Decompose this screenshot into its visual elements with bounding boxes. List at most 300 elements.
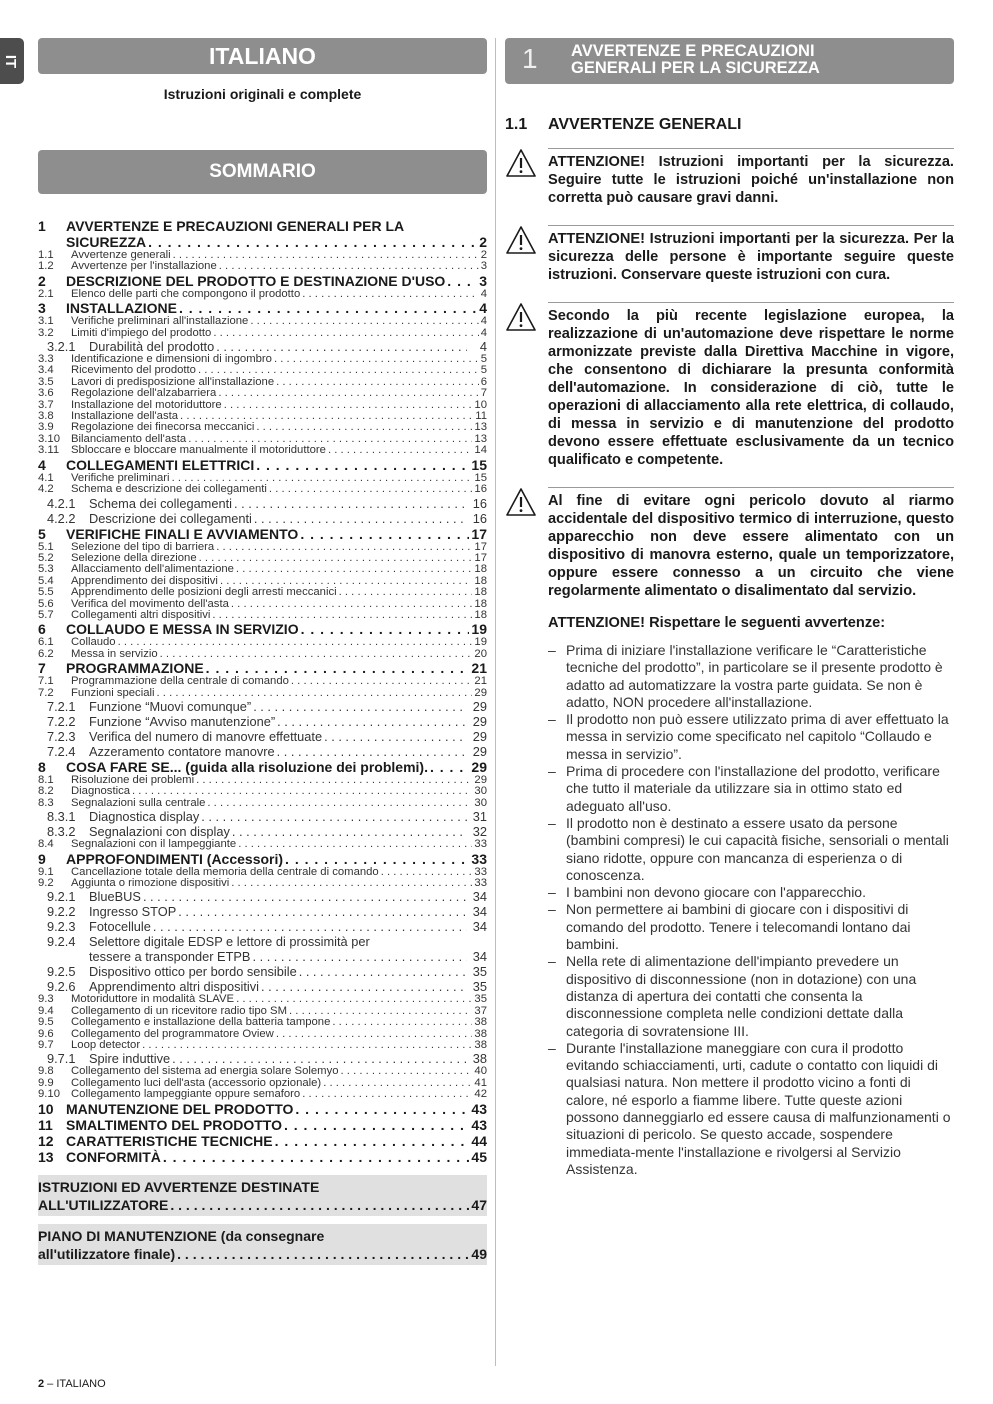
subsection-number: 1.1 <box>505 116 528 133</box>
toc-entry[interactable] <box>38 511 487 526</box>
warnings-list <box>505 148 954 600</box>
warning-icon <box>505 487 537 517</box>
toc-title: Risoluzione dei problemi <box>71 773 195 786</box>
toc-entry[interactable] <box>38 1040 487 1051</box>
toc-page: 17 <box>474 540 487 553</box>
toc-number: 8.3.2 <box>47 824 76 840</box>
toc-title: Regolazione dell'alzabarriera <box>71 387 217 400</box>
toc-page: 29 <box>471 758 487 775</box>
toc-number: 8.1 <box>38 773 54 786</box>
toc-page: 7 <box>480 387 487 400</box>
toc-number: 8.3.1 <box>47 809 76 825</box>
toc-leader <box>285 851 469 867</box>
page-number: 2 <box>38 1378 45 1390</box>
toc-leader <box>201 809 467 824</box>
bullet-item: – I bambini non devono giocare con l'apparecchio. <box>548 884 954 901</box>
toc-page: 43 <box>471 1116 487 1133</box>
toc-page: 21 <box>474 675 487 688</box>
toc-page: 31 <box>472 809 487 825</box>
toc-number: 9.2.5 <box>47 964 76 980</box>
toc-number: 9.2.2 <box>47 904 76 920</box>
toc-entry[interactable] <box>38 1101 487 1117</box>
toc-title: Fotocellule <box>89 919 151 935</box>
toc-page: 30 <box>474 796 487 809</box>
toc-entry[interactable] <box>38 934 487 949</box>
toc-entry[interactable] <box>38 964 487 979</box>
toc-leader <box>163 1149 470 1165</box>
toc-entry[interactable] <box>38 919 487 934</box>
bullet-item: – Nella rete di alimentazione dell'impianto prevedere un dispositivo di disconnessione (non in dotazione) con una distanza di apertura dei contatti che consenta la disconnessione completa nelle condizioni dettate dalla categoria di sovratensione III. <box>548 953 954 1039</box>
toc-page: 38 <box>472 1051 487 1067</box>
toc-page: 29 <box>474 686 487 699</box>
toc-page: 32 <box>472 824 487 840</box>
toc-title: Funzione “Avviso manutenzione” <box>89 713 276 729</box>
toc-title: VERIFICHE FINALI E AVVIAMENTO <box>66 525 299 542</box>
toc-number: 5 <box>38 525 46 542</box>
toc-number: 7.2 <box>38 686 54 699</box>
toc-title: AVVERTENZE E PRECAUZIONI GENERALI PER LA <box>66 218 405 234</box>
toc-leader <box>199 553 473 564</box>
toc-entry[interactable] <box>38 699 487 714</box>
toc-title: Programmazione della centrale di comando <box>71 675 289 688</box>
toc-number: 7 <box>38 660 46 677</box>
toc-page: 4 <box>479 300 487 317</box>
toc-title: Elenco delle parti che compongono il prodotto <box>71 287 301 300</box>
toc-number: 10 <box>38 1100 54 1117</box>
toc-number: 1 <box>38 218 46 234</box>
toc-leader <box>302 1089 472 1100</box>
toc-number: 9.8 <box>38 1065 54 1078</box>
toc-entry[interactable] <box>38 300 487 316</box>
toc-number: 9.2 <box>38 877 54 889</box>
toc-title: Cancellazione totale della memoria della centrale di comando <box>71 865 379 878</box>
toc-entry[interactable] <box>38 328 487 339</box>
toc-page: 19 <box>471 621 487 638</box>
toc-title: Installazione dell'asta <box>71 410 179 423</box>
toc-title: Motoriduttore in modalità SLAVE <box>71 993 235 1006</box>
toc-page: 33 <box>471 850 487 867</box>
toc-title: Collegamento lampeggiante oppure semaforo <box>71 1088 301 1101</box>
toc-page: 38 <box>474 1027 487 1040</box>
toc-page: 16 <box>474 483 487 496</box>
toc-leader <box>153 919 467 934</box>
toc-box-maintenance-plan[interactable] <box>38 1224 487 1265</box>
toc-entry[interactable] <box>38 889 487 904</box>
warning-text: ATTENZIONE! Istruzioni importanti per la sicurezza. Per la sicurezza delle persone è importante seguire queste istruzioni. Conservare queste istruzioni con cura. <box>548 225 954 284</box>
subsection-header <box>505 116 954 134</box>
toc-title: Avvertenze per l'installazione <box>71 260 217 273</box>
toc-page: 33 <box>474 865 487 878</box>
toc-number: 7.2.4 <box>47 743 76 759</box>
toc-leader <box>301 621 470 637</box>
toc-entry[interactable] <box>38 798 487 809</box>
toc-page: 35 <box>472 979 487 995</box>
toc-number: 7.2.1 <box>47 698 76 714</box>
toc-number: 7.1 <box>38 675 54 688</box>
toc-title: Identificazione e dimensioni di ingombro <box>71 353 272 366</box>
toc-leader <box>179 300 477 316</box>
toc-leader <box>160 649 473 660</box>
toc-title: Apprendimento dei dispositivi <box>71 574 218 587</box>
toc-title: Funzione “Muovi comunque” <box>89 698 252 714</box>
warning-icon <box>505 225 537 255</box>
toc-page: 18 <box>474 597 487 610</box>
toc-leader <box>332 1017 472 1028</box>
warning-text: Al fine di evitare ogni pericolo dovuto al riarmo accidentale del dispositivo termico di interruzione, questo apparecchio non deve essere alimentato con un dispositivo di manovra esterno, quale un temporizzatore, oppure essere connesso a un circuito che viene regolarmente alimentato o disalimentato dal servizio. <box>548 487 954 600</box>
toc-entry[interactable] <box>38 261 487 272</box>
toc-leader <box>212 610 472 621</box>
toc-entry[interactable] <box>38 878 487 889</box>
toc-title: SMALTIMENTO DEL PRODOTTO <box>66 1116 282 1133</box>
toc-number: 5.4 <box>38 574 54 587</box>
warning-block <box>505 302 954 469</box>
toc-entry[interactable] <box>38 388 487 399</box>
toc-entry[interactable] <box>38 824 487 839</box>
toc-page: 35 <box>474 993 487 1006</box>
toc-page: 43 <box>471 1100 487 1117</box>
toc-leader <box>284 1117 469 1133</box>
section-header <box>505 38 954 84</box>
toc-title: Collegamenti altri dispositivi <box>71 608 211 621</box>
section-title <box>571 43 820 77</box>
toc-title: Selettore digitale EDSP e lettore di prossimità per <box>89 934 370 950</box>
toc-entry[interactable] <box>38 1089 487 1100</box>
toc-page: 42 <box>474 1088 487 1101</box>
bullet-item: – Il prodotto non può essere utilizzato prima di aver effettuato la messa in servizio come specificato nel capitolo “Collaudo e messa in servizio”. <box>548 711 954 763</box>
toc-entry[interactable] <box>38 1149 487 1165</box>
toc-entry[interactable] <box>38 1051 487 1066</box>
toc-number: 7.2.2 <box>47 713 76 729</box>
sommario-header: SOMMARIO <box>38 150 487 194</box>
toc-page: 15 <box>474 471 487 484</box>
toc-title: Segnalazioni con display <box>89 824 230 840</box>
toc-entry[interactable] <box>38 496 487 511</box>
toc-entry[interactable] <box>38 1133 487 1149</box>
toc-leader <box>295 1101 469 1117</box>
toc-number: 9.6 <box>38 1027 54 1040</box>
toc-number: 3.3 <box>38 353 54 366</box>
toc-number: 5.5 <box>38 586 54 599</box>
toc-leader <box>253 699 467 714</box>
toc-number: 8.4 <box>38 838 54 851</box>
toc-title: APPROFONDIMENTI (Accessori) <box>66 850 284 867</box>
toc-title: Sbloccare e bloccare manualmente il motoriduttore <box>71 444 326 457</box>
toc-leader <box>178 904 467 919</box>
toc-entry[interactable] <box>38 587 487 598</box>
toc-entry[interactable] <box>38 289 487 300</box>
toc-leader <box>250 316 478 327</box>
toc-title: Collegamento luci dell'asta (accessorio opzionale) <box>71 1076 322 1089</box>
toc-number: 5.1 <box>38 540 54 553</box>
toc-page: 17 <box>474 551 487 564</box>
toc-number: 12 <box>38 1132 54 1149</box>
toc-leader <box>275 1133 470 1149</box>
toc-number: 4.2.1 <box>47 495 76 511</box>
toc-page: 16 <box>472 510 487 526</box>
toc-number: 9.2.6 <box>47 979 76 995</box>
toc-leader <box>276 1029 473 1040</box>
warning-block <box>505 148 954 207</box>
toc-number: 4.2 <box>38 483 54 496</box>
subtitle: Istruzioni originali e complete <box>163 86 362 102</box>
toc-title: Collaudo <box>71 636 116 649</box>
toc-number: 4 <box>38 456 46 473</box>
toc-title: Apprendimento altri dispositivi <box>89 979 259 995</box>
toc-number: 3.5 <box>38 375 54 388</box>
toc-page: 38 <box>474 1039 487 1052</box>
toc-title: Verifiche preliminari <box>71 471 170 484</box>
toc-leader <box>170 1196 469 1214</box>
toc-leader <box>339 587 473 598</box>
toc-leader <box>118 637 473 648</box>
warning-block <box>505 225 954 284</box>
bullet-item: – Prima di iniziare l'installazione verificare le “Caratteristiche tecniche del prodotto”, in particolare se il presente prodotto è adatto ad automatizzare la vostra parte guidata. Se non è adatto, NON procedere all'installazione. <box>548 642 954 711</box>
toc-leader <box>231 599 473 610</box>
toc-page: 13 <box>474 432 487 445</box>
toc-entry[interactable] <box>38 445 487 456</box>
toc-leader <box>256 422 472 433</box>
toc-number: 3.6 <box>38 387 54 400</box>
toc-page: 18 <box>474 574 487 587</box>
toc-leader <box>232 824 467 839</box>
toc-leader <box>256 457 469 473</box>
toc-number: 9 <box>38 850 46 867</box>
toc-page: 5 <box>480 364 487 377</box>
warning-text: Secondo la più recente legislazione europea, la realizzazione di un'automazione deve rispettare le norme armonizzate previste dalla Direttiva Macchine in vigore, che consentono di dichiarare la presunta conformità dell'automazione. In considerazione di ciò, tutte le operazioni di allacciamento alla rete elettrica, di collaudo, di messa in servizio e di manutenzione del prodotto devono essere effettuate esclusivamente da un tecnico qualificato e competente. <box>548 302 954 469</box>
toc-leader <box>302 289 478 300</box>
toc-page: 44 <box>471 1132 487 1149</box>
toc-title: Diagnostica display <box>89 809 200 825</box>
toc-leader <box>323 1078 472 1089</box>
toc-page: 29 <box>472 728 487 744</box>
toc-title: Selezione del tipo di barriera <box>71 540 215 553</box>
toc-title: Segnalazioni sulla centrale <box>71 796 206 809</box>
toc-title: Descrizione dei collegamenti <box>89 510 252 526</box>
toc-title: Aggiunta o rimozione dispositivi <box>71 877 230 889</box>
toc-number: 9.2.1 <box>47 889 76 905</box>
toc-number: 3.1 <box>38 315 54 328</box>
toc-entry[interactable] <box>38 949 487 964</box>
toc-number: 5.2 <box>38 551 54 564</box>
toc-entry[interactable] <box>38 649 487 660</box>
toc-entry[interactable] <box>38 660 487 676</box>
toc-page: 37 <box>474 1004 487 1017</box>
toc-entry[interactable] <box>38 621 487 637</box>
toc-title: Ricevimento del prodotto <box>71 364 196 377</box>
language-tab <box>0 38 24 84</box>
toc-page: 18 <box>474 563 487 576</box>
toc-entry[interactable] <box>38 564 487 575</box>
toc-entry[interactable] <box>38 1117 487 1133</box>
toc-leader <box>216 542 472 553</box>
language-code: IT <box>2 54 20 69</box>
toc-number: 3.2.1 <box>47 339 76 355</box>
toc-entry[interactable] <box>38 1017 487 1028</box>
toc-page: 11 <box>475 410 487 423</box>
toc-leader <box>381 867 473 878</box>
toc-entry[interactable] <box>38 839 487 850</box>
toc-title: Selezione della direzione <box>71 551 197 564</box>
toc-number: 3.11 <box>38 444 60 457</box>
toc-title: CARATTERISTICHE TECNICHE <box>66 1132 273 1149</box>
section-title-line: AVVERTENZE E PRECAUZIONI <box>571 42 815 60</box>
toc-number: 8 <box>38 758 46 775</box>
toc-number: 6 <box>38 621 46 638</box>
toc-leader <box>206 660 470 676</box>
toc-page: 15 <box>471 456 487 473</box>
toc-page: 5 <box>480 353 487 366</box>
warning-icon <box>505 302 537 332</box>
toc-page: 30 <box>474 785 487 798</box>
right-column <box>505 38 954 1178</box>
toc-page: 47 <box>471 1196 487 1213</box>
toc-leader <box>142 1040 472 1051</box>
toc-leader <box>172 1051 467 1066</box>
toc-leader <box>261 979 467 994</box>
toc-number: 3.7 <box>38 398 54 411</box>
toc-number: 3.8 <box>38 410 54 423</box>
toc-number: 9.1 <box>38 865 54 878</box>
toc-page: 4 <box>479 339 487 355</box>
footer-language: – ITALIANO <box>44 1378 106 1390</box>
toc-number: 6.2 <box>38 647 54 660</box>
toc-title: Collegamento del sistema ad energia solare Solemyo <box>71 1065 339 1078</box>
toc-title: Spire induttive <box>89 1051 171 1067</box>
toc-number: 3.9 <box>38 421 54 434</box>
toc-title: Diagnostica <box>71 785 131 798</box>
toc-title: Durabilità del prodotto <box>89 339 215 355</box>
toc-number: 9.2.3 <box>47 919 76 935</box>
toc-page: 17 <box>471 525 487 542</box>
toc-box-line: PIANO DI MANUTENZIONE (da consegnare <box>38 1227 325 1244</box>
toc-leader <box>207 798 472 809</box>
toc-page: 3 <box>479 272 487 289</box>
toc-page: 19 <box>474 636 487 649</box>
toc-entry[interactable] <box>38 729 487 744</box>
toc-entry[interactable] <box>38 526 487 542</box>
toc-entry[interactable] <box>38 484 487 495</box>
toc-title: Funzioni speciali <box>71 686 155 699</box>
toc-page: 40 <box>474 1065 487 1078</box>
toc-number: 5.6 <box>38 597 54 610</box>
toc-number: 9.3 <box>38 993 54 1006</box>
toc-title: Loop detector <box>71 1039 141 1052</box>
toc-number: 9.2.4 <box>47 934 76 950</box>
toc-entry[interactable] <box>38 234 487 250</box>
toc-leader <box>157 688 473 699</box>
toc-page: 33 <box>474 877 487 889</box>
toc-number: 8.3 <box>38 796 54 809</box>
toc-entry[interactable] <box>38 759 487 775</box>
warning-block <box>505 487 954 600</box>
toc-page: 4 <box>480 326 487 339</box>
toc-title: Bilanciamento dell'asta <box>71 432 187 445</box>
toc-entry[interactable] <box>38 610 487 621</box>
toc-leader <box>234 496 467 511</box>
toc-leader <box>291 676 473 687</box>
toc-entry[interactable] <box>38 457 487 473</box>
toc-title: Avvertenze generali <box>71 249 171 261</box>
toc-page: 34 <box>472 904 487 920</box>
toc-box-user-instructions[interactable] <box>38 1175 487 1216</box>
toc-title: Segnalazioni con il lampeggiante <box>71 838 237 851</box>
toc-number: 3.2 <box>38 326 54 339</box>
toc-number: 13 <box>38 1148 54 1165</box>
toc-page: 4 <box>480 315 487 328</box>
toc-leader <box>430 759 469 775</box>
left-column <box>38 38 487 1265</box>
toc-number: 9.7.1 <box>47 1051 76 1067</box>
toc-number: 5.3 <box>38 563 54 576</box>
toc-leader <box>341 1066 473 1077</box>
toc-title: Collegamento del programmatore Oview <box>71 1027 274 1040</box>
toc-page: 29 <box>472 713 487 729</box>
toc-page: 33 <box>474 838 487 851</box>
toc-page: 20 <box>474 647 487 660</box>
toc-title: COSA FARE SE... (guida alla risoluzione dei problemi). <box>66 758 428 775</box>
toc-leader <box>177 1245 469 1263</box>
toc-title: Verifica del numero di manovre effettuate <box>89 728 323 744</box>
toc-title: SICUREZZA <box>66 234 147 250</box>
toc-entry[interactable] <box>38 714 487 729</box>
toc-entry[interactable] <box>38 676 487 687</box>
toc-number: 8.2 <box>38 785 54 798</box>
toc-entry[interactable] <box>38 744 487 759</box>
toc-leader <box>447 273 477 289</box>
toc-leader <box>231 878 472 889</box>
toc-page: 29 <box>474 773 487 786</box>
toc-entry[interactable] <box>38 316 487 327</box>
page-footer <box>38 1378 106 1390</box>
toc-entry[interactable] <box>38 339 487 354</box>
toc-title: PROGRAMMAZIONE <box>66 660 204 677</box>
toc-title: Schema dei collegamenti <box>89 495 232 511</box>
toc-leader <box>148 234 477 250</box>
toc-entry[interactable] <box>38 809 487 824</box>
toc-title: Verifica del movimento dell'asta <box>71 597 229 610</box>
toc-page: 34 <box>472 889 487 905</box>
toc-number: 3.10 <box>38 432 60 445</box>
toc-page: 29 <box>472 743 487 759</box>
toc-entry[interactable] <box>38 273 487 289</box>
toc-page: 18 <box>474 586 487 599</box>
warning-icon <box>505 148 537 178</box>
toc-page: 2 <box>479 234 487 250</box>
toc-number: 7.2.3 <box>47 728 76 744</box>
toc-page: 16 <box>472 495 487 511</box>
subsection-title: AVVERTENZE GENERALI <box>548 116 742 133</box>
toc-entry[interactable] <box>38 218 487 234</box>
toc-entry[interactable] <box>38 904 487 919</box>
toc-page: 10 <box>474 398 487 411</box>
toc-leader <box>219 261 479 272</box>
toc-page: 3 <box>480 260 487 273</box>
toc-title: Verifiche preliminari all'installazione <box>71 315 249 328</box>
toc-page: 29 <box>472 698 487 714</box>
toc-page: 21 <box>471 660 487 677</box>
toc-title: BlueBUS <box>89 889 141 905</box>
toc-title: MANUTENZIONE DEL PRODOTTO <box>66 1100 294 1117</box>
toc-title: Allacciamento dell'alimentazione <box>71 563 234 576</box>
section-title-line: GENERALI PER LA SICUREZZA <box>571 59 820 77</box>
toc-title: Limiti d'impiego del prodotto <box>71 326 212 339</box>
toc-entry[interactable] <box>38 979 487 994</box>
toc-title: Regolazione dei finecorsa meccanici <box>71 421 255 434</box>
toc-entry[interactable] <box>38 688 487 699</box>
toc-entry[interactable] <box>38 851 487 867</box>
toc-leader <box>328 445 472 456</box>
toc-leader <box>299 964 467 979</box>
